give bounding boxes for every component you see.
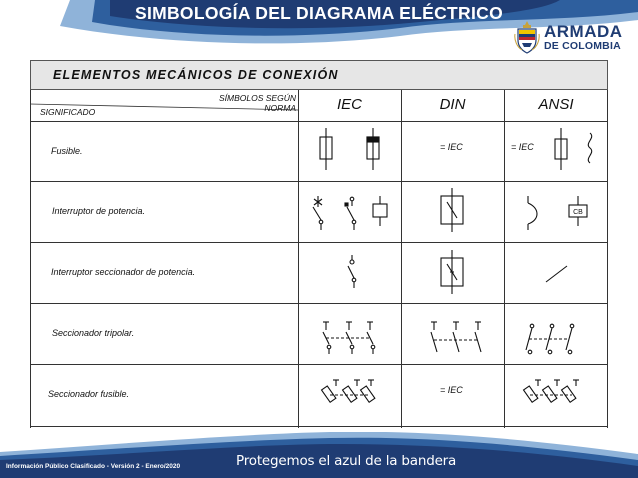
ansi-fusible-equals-iec: = IEC [511,142,534,152]
din-three-pole-disconnector-symbol [431,322,481,352]
column-iec: IEC [336,96,362,113]
ansi-load-break-switch-symbol [546,266,567,282]
din-circuit-breaker-symbol [441,188,463,232]
row-label-seccionador-fusible: Seccionador fusible. [48,389,130,399]
symbols-layer [30,60,608,428]
ansi-cb-label: CB [573,209,583,216]
column-ansi: ANSI [538,96,574,113]
iec-load-break-switch-symbol [348,255,356,288]
iec-fuse-disconnector-symbol [322,380,375,402]
iec-circuit-breaker-symbol [313,196,387,230]
ansi-fuse-disconnector-symbol [524,380,579,402]
page-title: SIMBOLOGÍA DEL DIAGRAMA ELÉCTRICO [134,3,503,23]
row-label-fusible: Fusible. [51,146,83,156]
ansi-fuse-symbol [555,128,592,170]
row-label-seccionador-tripolar: Seccionador tripolar. [52,328,135,338]
logo-main-text: ARMADA [544,22,623,41]
column-din: DIN [439,96,466,113]
table-title: ELEMENTOS MECÁNICOS DE CONEXIÓN [53,68,339,82]
row-label-interruptor-potencia: Interruptor de potencia. [52,206,146,216]
din-seccionador-fusible-equals-iec: = IEC [440,385,463,395]
row-label-interruptor-seccionador: Interruptor seccionador de potencia. [51,267,196,277]
symbols-by-standard-header: SÍMBOLOS SEGÚN NORMA [219,93,296,113]
iec-three-pole-disconnector-symbol [323,322,375,354]
din-load-break-switch-symbol [441,250,463,294]
ansi-three-pole-disconnector-symbol [526,324,574,354]
footer-slogan: Protegemos el azul de la bandera [236,453,457,469]
meaning-header: SIGNIFICADO [40,107,96,117]
logo-sub-text: DE COLOMBIA [544,40,621,52]
footer-classification: Información Público Clasificado - Versión 2 - Enero/2020 [6,463,181,470]
iec-fuse-symbol [320,128,379,170]
din-fusible-equals-iec: = IEC [440,142,463,152]
armada-logo [514,20,632,56]
symbols-table [30,60,608,428]
navy-shield-icon [514,20,540,54]
